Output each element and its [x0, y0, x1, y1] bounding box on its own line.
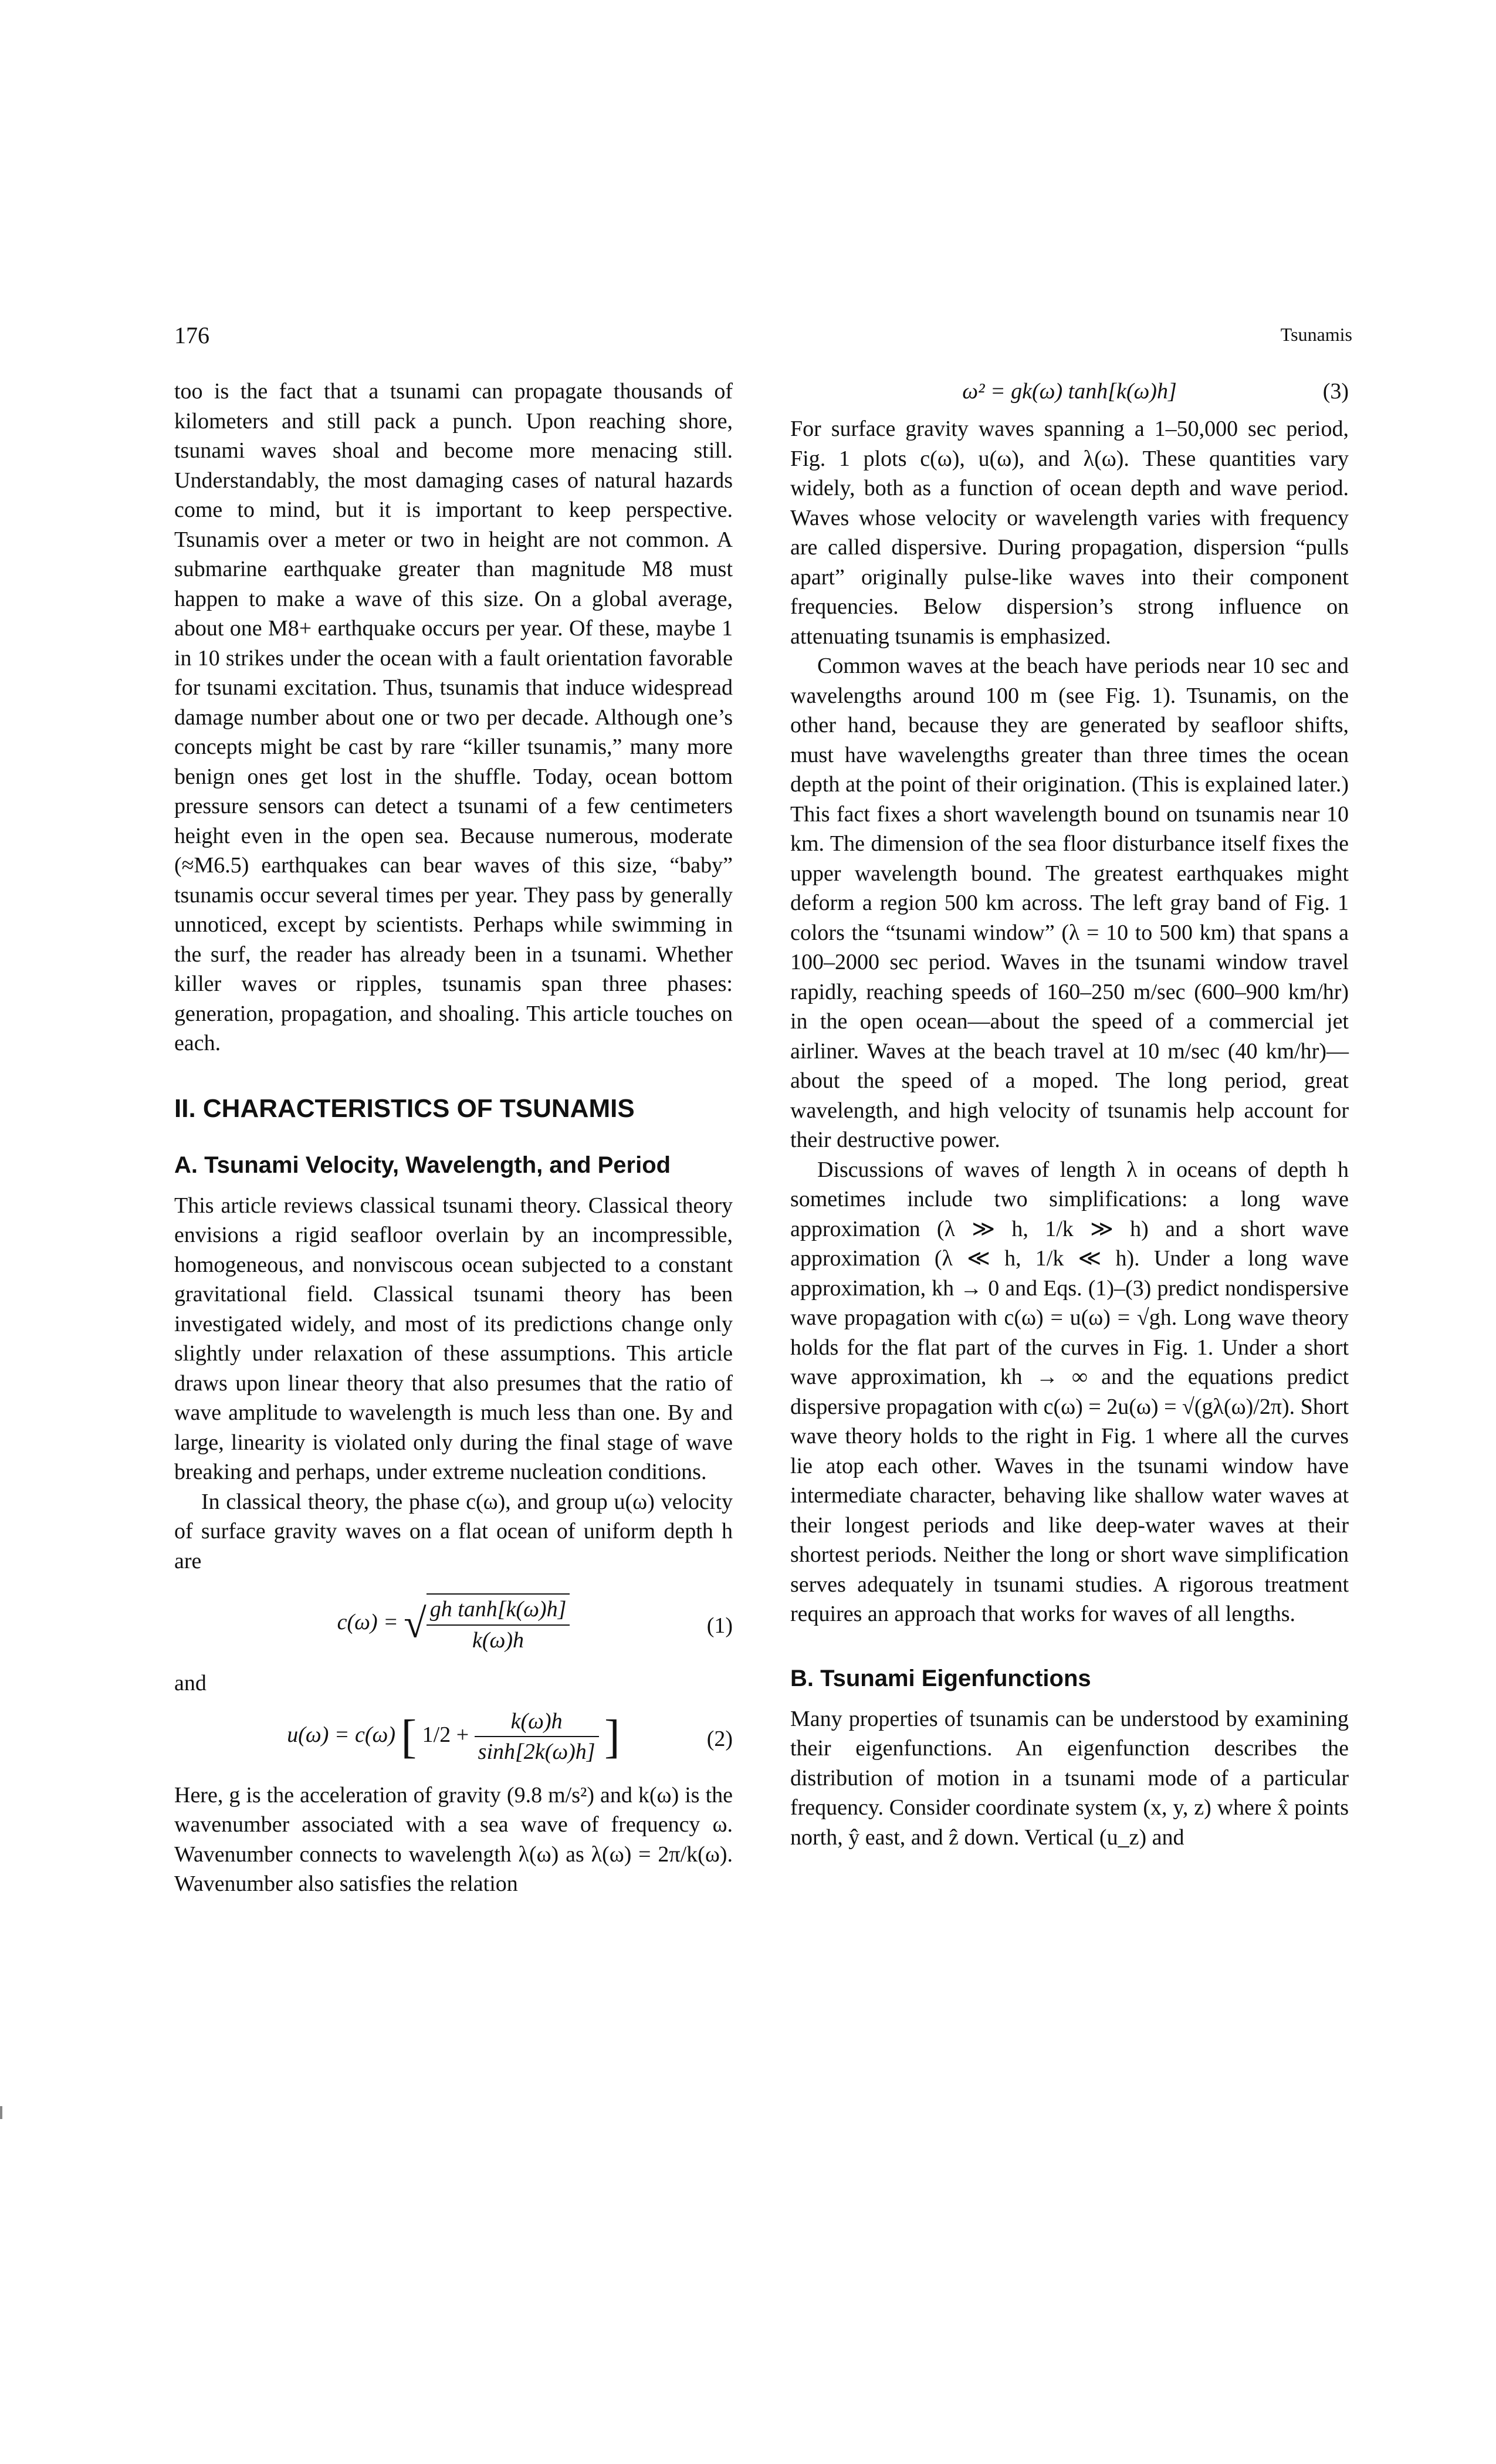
paragraph-classical: This article reviews classical tsunami theory. Classical theory envisions a rigid seafloor overlain by an incompressible, homogeneous, and nonviscous ocean subjected to a constant gravitational field. Classical tsunami theory has been investigated widely, and most of its predictions change only slightly under relaxation of these assumptions. This article draws upon linear theory that also presumes that the ratio of wave amplitude to wavelength is much less than one. By and large, linearity is violated only during the final stage of wave breaking and perhaps, under extreme nucleation conditions. — [174, 1193, 733, 1484]
eq1-lhs: c(ω) = — [337, 1610, 398, 1635]
section-heading: II. CHARACTERISTICS OF TSUNAMIS — [174, 1094, 635, 1123]
subsection-heading-a: A. Tsunami Velocity, Wavelength, and Period — [174, 1152, 671, 1178]
right-column — [790, 377, 1349, 1852]
equation-1: c(ω) = √ $\frac{\text{gh tanh[k(ω)h]}}{k(\omega)h}$ (1) — [174, 1593, 733, 1663]
paragraph-eigen: Many properties of tsunamis can be understood by examining their eigenfunctions. An eigenfunction describes the distribution of motion in a tsunami mode of a particular frequency. Consider coordinate system (x, y, z) where x̂ points north, ŷ east, and ẑ down. Vertical (u_z) and — [790, 1706, 1349, 1850]
margin-tick — [0, 2106, 2, 2119]
equation-3 — [790, 377, 1349, 414]
running-head: Tsunamis — [1280, 324, 1352, 345]
paragraph-phase: In classical theory, the phase c(ω), and group u(ω) velocity of surface gravity waves on a flat ocean of uniform depth h are — [174, 1489, 733, 1573]
eq2-denominator: sinh[2k(ω)h] — [478, 1739, 595, 1764]
paragraph-surface: For surface gravity waves spanning a 1–50,000 sec period, Fig. 1 plots c(ω), u(ω), and λ(ω). These quantities vary widely, both as a function of ocean depth and wave period. Waves whose velocity or wavelength varies with frequency are called dispersive. During propagation, dispersion “pulls apart” originally pulse-like waves into their component frequencies. Below dispersion’s strong influence on attenuating tsunamis is emphasized. — [790, 417, 1349, 649]
left-column — [174, 377, 733, 1899]
page-number: 176 — [174, 322, 209, 348]
eq2-label: (2) — [706, 1726, 733, 1751]
paragraph-discussions: Discussions of waves of length λ in oceans of depth h sometimes include two simplifications: a long wave approximation (λ ≫ h, 1/k ≫ h) and a short wave approximation (λ ≪ h, 1/k ≪ h). Under a long wave approximation, kh → 0 and Eqs. (1)–(3) predict nondispersive wave propagation with c(ω) = u(ω) = √gh. Long wave theory holds for the flat part of the curves in Fig. 1. Under a short wave approximation, kh → ∞ and the equations predict dispersive propagation with c(ω) = 2u(ω) = √(gλ(ω)/2π). Short wave theory holds to the right in Fig. 1 where all the curves lie atop each other. Waves in the tsunami window have intermediate character, behaving like shallow water waves at their longest periods and like deep-water waves at their shortest periods. Neither the long or short wave simplification serves adequately in tsunami studies. A rigorous treatment requires an approach that works for waves of all lengths. — [790, 1157, 1349, 1626]
eq2-half: 1/2 — [422, 1722, 451, 1747]
eq2-lhs: u(ω) = c(ω) — [287, 1722, 396, 1747]
paragraph-common: Common waves at the beach have periods near 10 sec and wavelengths around 100 m (see Fig. 1). Tsunamis, on the other hand, because they are generated by seafloor shifts, must have wavelengths greater than three times the ocean depth at the point of their origination. (This is explained later.) This fact fixes a short wavelength bound on tsunamis near 10 km. The dimension of the sea floor disturbance itself fixes the upper wavelength bound. The greatest earthquakes might deform a region 500 km across. The left gray band of Fig. 1 colors the “tsunami window” (λ = 10 to 500 km) that spans a 100–2000 sec period. Waves in the tsunami window travel rapidly, reaching speeds of 160–250 m/sec (600–900 km/hr) in the open ocean—about the speed of a commercial jet airliner. Waves at the beach travel at 10 m/sec (40 km/hr)—about the speed of a moped. The long period, great wavelength, and high velocity of tsunamis help account for their destructive power. — [790, 654, 1349, 1152]
subsection-heading-b: B. Tsunami Eigenfunctions — [790, 1665, 1091, 1691]
eq3-label: (3) — [1322, 379, 1349, 404]
eq1-label: (1) — [706, 1613, 733, 1638]
paragraph-intro: too is the fact that a tsunami can propagate thousands of kilometers and still pack a punch. Upon reaching shore, tsunami waves shoal and become more menacing still. Understandably, the most damaging cases of natural hazards come to mind, but it is important to keep perspective. Tsunamis over a meter or two in height are not common. A submarine earthquake greater than magnitude M8 must happen to make a wave of this size. On a global average, about one M8+ earthquake occurs per year. Of these, maybe 1 in 10 strikes under the ocean with a fault orientation favorable for tsunami excitation. Thus, tsunamis that induce widespread damage number about one or two per decade. Although one’s concepts might be cast by rare “killer tsunamis,” many more benign ones get lost in the shuffle. Today, ocean bottom pressure sensors can detect a tsunami of a few centimeters height even in the open sea. Because numerous, moderate (≈M6.5) earthquakes can bear waves of this size, “baby” tsunamis occur several times per year. They pass by generally unnoticed, except by scientists. Perhaps while swimming in the surf, the reader has already been in a tsunami. Whether killer waves or ripples, tsunamis span three phases: generation, propagation, and shoaling. This article touches on each. — [174, 379, 733, 1055]
eq1-numerator: gh tanh[k(ω)h] — [427, 1595, 570, 1626]
eq2-numerator: k(ω)h — [475, 1707, 599, 1738]
eq1-denominator: k(ω)h — [472, 1627, 524, 1653]
and-word: and — [174, 1671, 207, 1695]
eq3-body: ω² = gk(ω) tanh[k(ω)h] — [962, 379, 1177, 404]
equation-2: u(ω) = c(ω) [ 1/2 + $\frac{k(\omega)h}{\sinh[2k(\omega)h]}$ ] (2) — [174, 1707, 733, 1776]
paragraph-here: Here, g is the acceleration of gravity (9.8 m/s²) and k(ω) is the wavenumber associated with a sea wave of frequency ω. Wavenumber connects to wavelength λ(ω) as λ(ω) = 2π/k(ω). Wavenumber also satisfies the relation — [174, 1782, 733, 1896]
